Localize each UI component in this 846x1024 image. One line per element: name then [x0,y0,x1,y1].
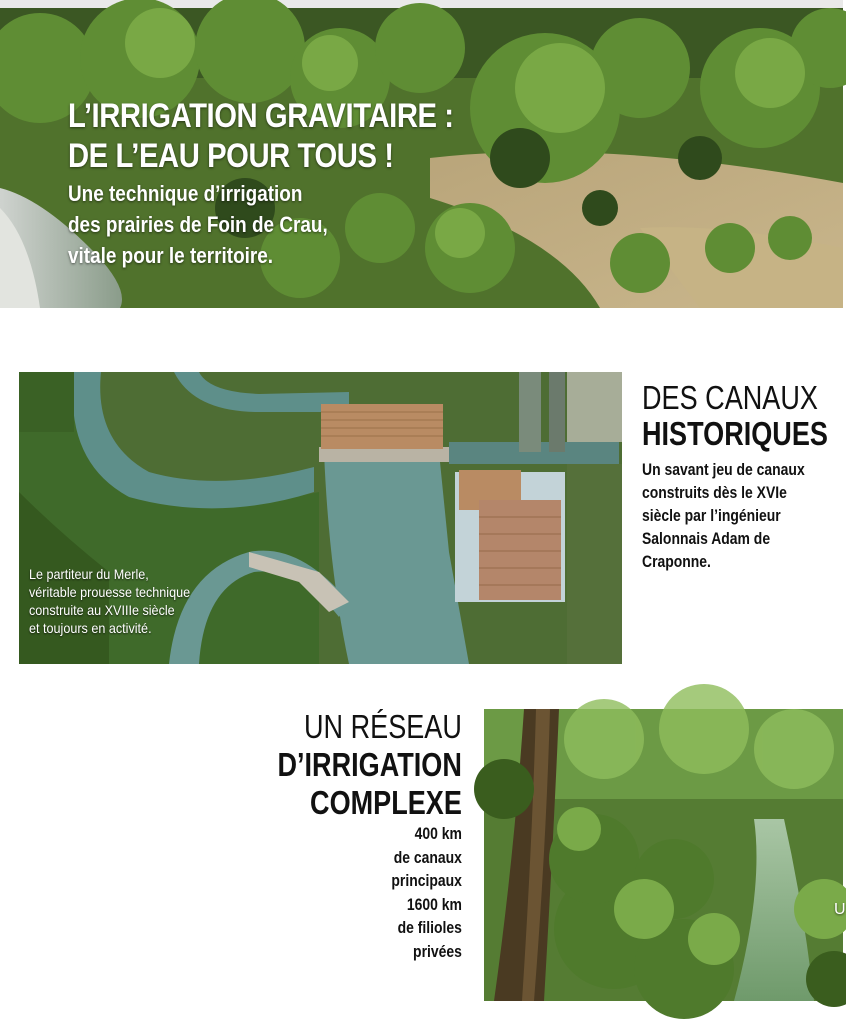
section-reseau-body-line-6: privées [413,941,462,961]
section-canaux-body-line-5: Craponne. [642,552,711,571]
section-canaux-body [642,458,806,573]
hero-title-line-1: L’IRRIGATION GRAVITAIRE : [68,97,454,135]
section-canaux-body-line-2: construits dès le XVIe [642,483,787,502]
hero-text-block [68,96,516,269]
section-reseau-body-line-4: 1600 km [406,894,462,914]
section-reseau-irrigation [237,708,462,963]
section-canaux-body-line-3: siècle par l’ingénieur [642,506,781,525]
photo-caption-line-1: Le partiteur du Merle, [29,566,149,582]
photo-caption-line-4: et toujours en activité. [29,620,152,636]
partiteur-aerial-photo [19,372,622,664]
section-reseau-title-line-1: UN RÉSEAU [304,708,462,745]
section-canaux-body-line-4: Salonnais Adam de [642,529,771,548]
section-reseau-body-line-5: de filioles [397,918,462,937]
photo-caption-line-2: véritable prouesse technique [29,584,191,600]
photo-edge-text: U [834,901,846,918]
hero-subtitle-line-3: vitale pour le territoire. [68,243,274,268]
section-reseau-title-line-2: D’IRRIGATION [277,746,462,783]
hero-subtitle-line-2: des prairies de Foin de Crau, [68,212,328,237]
hero-subtitle-line-1: Une technique d’irrigation [68,181,303,206]
green-canal-photo [484,709,846,1001]
section-reseau-body-line-3: principaux [391,871,462,890]
green-canal-illustration [484,709,843,1001]
photo-caption [29,565,190,637]
section-canaux-title-line-2: HISTORIQUES [642,415,828,452]
section-canaux-body-line-1: Un savant jeu de canaux [642,460,805,479]
hero-title-line-2: DE L’EAU POUR TOUS ! [68,137,394,175]
hero-banner [0,8,843,308]
section-reseau-body-line-2: de canaux [393,847,462,867]
section-canaux-title-line-1: DES CANAUX [642,379,818,416]
section-reseau-body-line-1: 400 km [414,824,462,843]
section-reseau-body [278,822,462,963]
section-reseau-title-line-3: COMPLEXE [310,784,462,821]
photo-caption-line-3: construite au XVIIIe siècle [29,602,175,618]
section-canaux-historiques [642,380,842,573]
